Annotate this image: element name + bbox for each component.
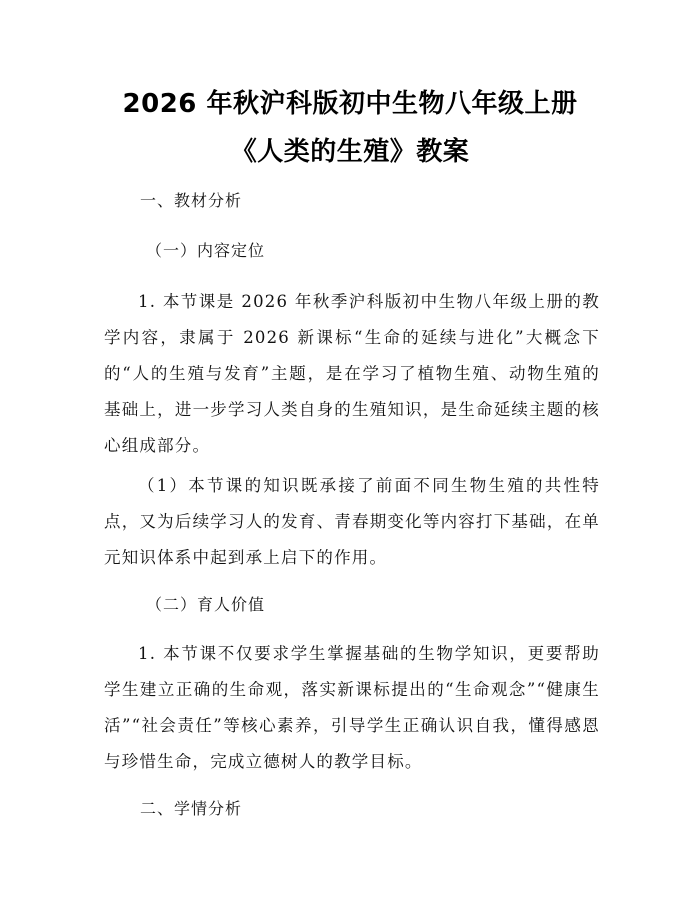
paragraph-content-positioning-2: （1）本节课的知识既承接了前面不同生物生殖的共性特点，又为后续学习人的发育、青春期变化等内容打下基础，在单元知识体系中起到承上启下的作用。 bbox=[104, 476, 600, 567]
subsection-heading-educational-value: （二）育人价值 bbox=[146, 595, 266, 614]
section-heading-teaching-material-analysis: 一、教材分析 bbox=[140, 191, 243, 210]
subsection-heading-content-positioning: （一）内容定位 bbox=[146, 241, 266, 260]
document-title: 2026 年秋沪科版初中生物八年级上册《人类的生殖》教案 bbox=[122, 89, 578, 167]
paragraph-educational-value-1: 1. 本节课不仅要求学生掌握基础的生物学知识，更要帮助学生建立正确的生命观，落实新课标提出的“生命观念”“健康生活”“社会责任”等核心素养，引导学生正确认识自我，懂得感恩与珍惜生命，完成立德树人的教学目标。 bbox=[104, 644, 600, 771]
section-heading-learner-analysis: 二、学情分析 bbox=[140, 799, 243, 818]
paragraph-content-positioning-1: 1. 本节课是 2026 年秋季沪科版初中生物八年级上册的教学内容，隶属于 2026 新课标“生命的延续与进化”大概念下的“人的生殖与发育”主题，是在学习了植物生殖、动物生殖的基础上，进一步学习人类自身的生殖知识，是生命延续主题的核心组成部分。 bbox=[104, 292, 600, 455]
